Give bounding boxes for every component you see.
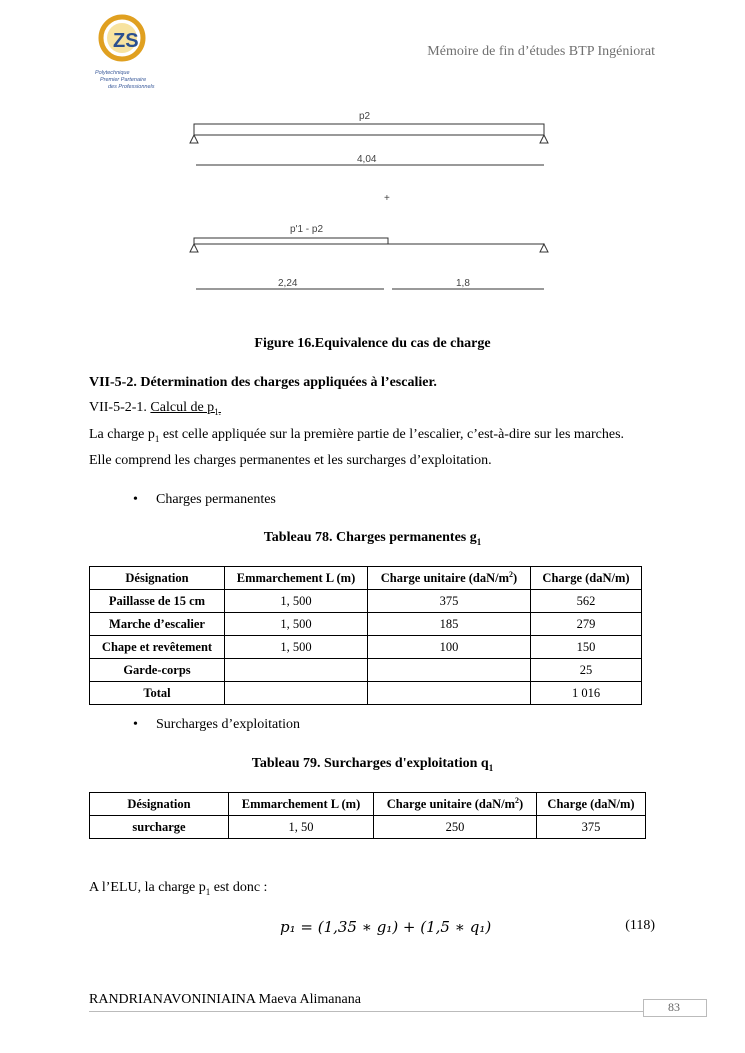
footer-rule [89, 1011, 644, 1012]
elu-text: A l’ELU, la charge $p_1$ est donc : [89, 880, 268, 897]
table-row: Paillasse de 15 cm 1, 500 375 562 [90, 590, 642, 613]
logo-tagline-2: Premier Partenaire [100, 77, 147, 83]
span-label-total: 4,04 [357, 154, 377, 165]
subsection-title: Calcul de $p_{1.}$ [150, 400, 221, 417]
header-charge-unitaire: Charge unitaire $(daN/m^2)$ [368, 567, 531, 590]
load-label-p1-minus-p2: p'1 - p2 [290, 224, 324, 235]
load-equivalence-diagram [188, 105, 553, 305]
logo-tagline-3: des Professionnels [108, 84, 155, 90]
paragraph-charge-p1: La charge $p_1$ est celle appliquée sur la première partie de l’escalier, c’est-à-dire sur les marches. [89, 427, 625, 444]
section-heading: VII-5-2. Détermination des charges appliquées à l’escalier. [89, 375, 437, 390]
table-header-row [90, 567, 642, 590]
table-row: Garde-corps 25 [90, 659, 642, 682]
header-charge: Charge (daN/m) [531, 567, 642, 590]
support-left-top [190, 135, 198, 143]
load-block-top [194, 124, 544, 135]
table-row: Chape et revêtement 1, 500 100 150 [90, 636, 642, 659]
bullet-dot: • [133, 717, 138, 732]
subsection-prefix: VII-5-2-1. [89, 400, 151, 415]
formula-p1: p₁ = (1,35 ∗ g₁) + (1,5 ∗ q₁) [280, 918, 492, 936]
school-logo [86, 14, 166, 90]
support-left-bottom [190, 244, 198, 252]
table-surcharges [89, 792, 646, 839]
table-row: Marche d’escalier 1, 500 185 279 [90, 613, 642, 636]
support-right-bottom [540, 244, 548, 252]
load-label-p2: p2 [359, 111, 371, 122]
table78-caption: Tableau 78. Charges permanentes $g_1$ [263, 530, 482, 547]
logo-letters: ZS [113, 30, 139, 52]
table-charges-permanentes [89, 566, 642, 705]
footer-author: RANDRIANAVONINIAINA Maeva Alimanana [89, 992, 361, 1007]
table-row-total: Total 1 016 [90, 682, 642, 705]
figure-caption: Figure 16.Equivalence du cas de charge [254, 336, 491, 351]
span-label-left: 2,24 [278, 278, 298, 289]
header-designation: Désignation [90, 567, 225, 590]
bullet-surcharges: Surcharges d’exploitation [156, 717, 300, 732]
paragraph-composition: Elle comprend les charges permanentes et les surcharges d’exploitation. [89, 453, 492, 468]
table-row: surcharge 1, 50 250 375 [90, 816, 646, 839]
load-block-bottom [194, 238, 388, 244]
page-number: 83 [668, 1000, 680, 1014]
span-label-right: 1,8 [456, 278, 470, 289]
header-title: Mémoire de fin d’études BTP Ingéniorat [427, 44, 655, 59]
plus-sign: + [384, 193, 390, 204]
subsection-heading [89, 400, 221, 417]
header-emmarchement: Emmarchement L (m) [225, 567, 368, 590]
logo-tagline-1: Polytechnique [95, 70, 130, 76]
equation-number: (118) [625, 918, 655, 933]
table-header-row: Désignation Emmarchement L (m) Charge unitaire $(daN/m^2)$ Charge (daN/m) [90, 793, 646, 816]
support-right-top [540, 135, 548, 143]
bullet-charges-permanentes: Charges permanentes [156, 492, 276, 507]
bullet-dot: • [133, 492, 138, 507]
table79-caption: Tableau 79. Surcharges d'exploitation $q_1$ [251, 756, 494, 773]
